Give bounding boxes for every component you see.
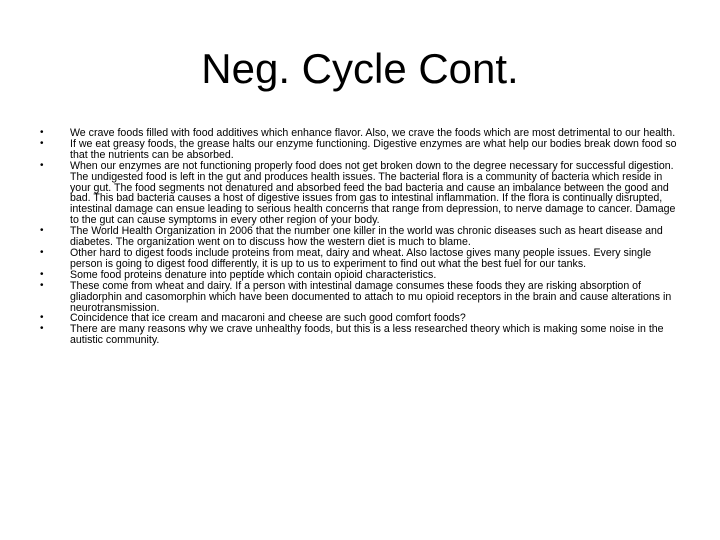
bullet-text: Other hard to digest foods include proteins from meat, dairy and wheat. Also lactose gives many people issues. Every single person is going to digest food differently, it is up to us to experiment to find out what the best fuel for our tanks. [70, 246, 652, 270]
bullet-item [40, 161, 680, 226]
bullet-text: We crave foods filled with food additives which enhance flavor. Also, we crave the foods which are most detrimental to our health. [70, 127, 676, 139]
bullet-point-icon: • [40, 127, 44, 138]
bullet-list [40, 128, 680, 346]
bullet-point-icon: • [40, 279, 44, 291]
slide-title: Neg. Cycle Cont. [201, 45, 519, 92]
bullet-text: If we eat greasy foods, the grease halts our enzyme functioning. Digestive enzymes are what help our bodies break down food so that the nutrients can be absorbed. [70, 137, 677, 161]
bullet-point-icon: • [40, 246, 44, 258]
bullet-point-icon: • [40, 225, 44, 237]
bullet-text: There are many reasons why we crave unhealthy foods, but this is a less researched theory which is making some noise in the autistic community. [70, 323, 664, 347]
bullet-point-icon: • [40, 268, 44, 280]
bullet-point-icon: • [40, 323, 44, 335]
bullet-text: These come from wheat and dairy. If a person with intestinal damage consumes these foods they are risking absorption of gliadorphin and casomorphin which have been documented to attach to mu opioid receptors in the brain and cause alterations in neurotransmission. [70, 279, 672, 314]
bullet-text: Coincidence that ice cream and macaroni and cheese are such good comfort foods? [70, 312, 466, 325]
bullet-item [40, 281, 680, 314]
bullet-item [40, 324, 680, 346]
bullet-text: The World Health Organization in 2006 that the number one killer in the world was chronic diseases such as heart disease and diabetes. The organization went on to discuss how the western diet is much to blame. [70, 225, 663, 249]
bullet-point-icon: • [40, 159, 44, 171]
bullet-point-icon: • [40, 137, 44, 149]
bullet-point-icon: • [40, 312, 44, 324]
bullet-item [40, 139, 680, 161]
bullet-text: When our enzymes are not functioning properly food does not get broken down to the degree necessary for successful digestion. The undigested food is left in the gut and produces health issues. The bacterial flora is a community of bacteria which reside in your gut. The food segments not denatured and absorbed feed the bad bacteria and cause an imbalance between the good and bad. This bad bacteria causes a host of digestive issues from gas to intestinal inflammation. If the flora is continually disrupted, intestinal damage can ensue leading to serious health concerns that range from depression, to nerve damage to cancer. Damage to the gut can cause symptoms in every other region of your body. [70, 159, 676, 227]
bullet-item [40, 248, 680, 270]
bullet-text: Some food proteins denature into peptide which contain opioid characteristics. [70, 268, 437, 281]
bullet-item [40, 226, 680, 248]
